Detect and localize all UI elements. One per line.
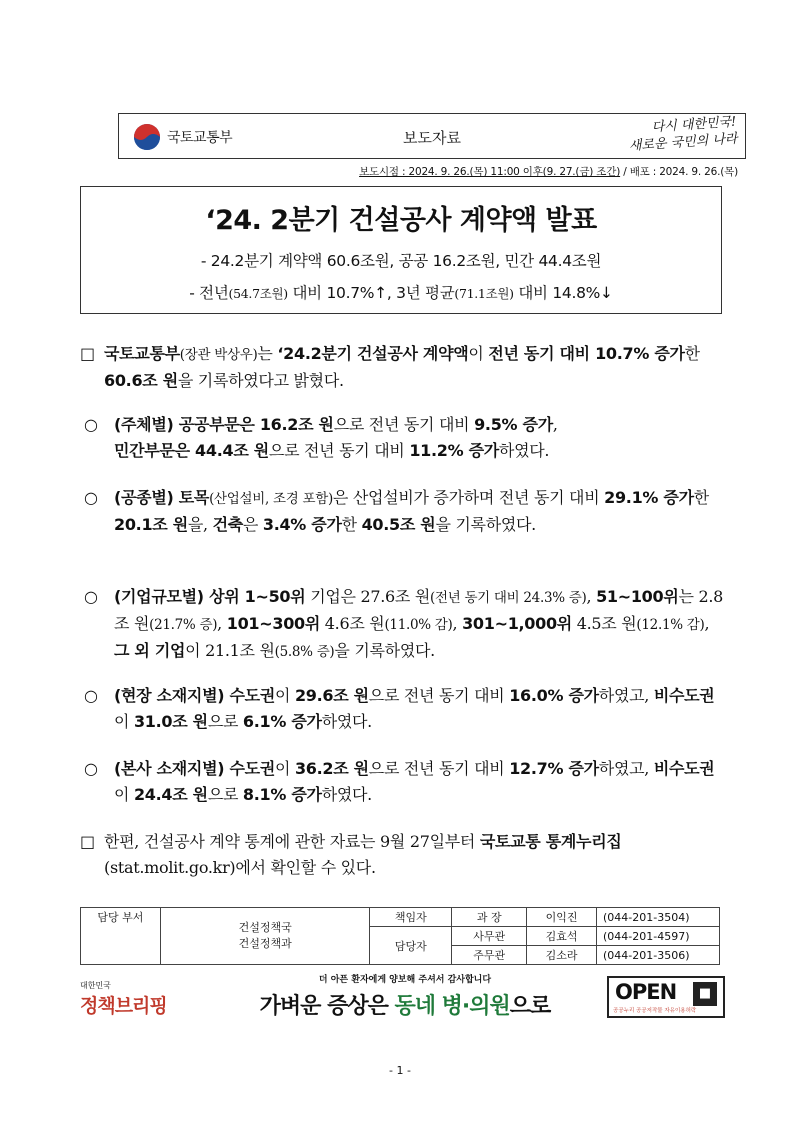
ministry-name: 국토교통부 xyxy=(167,130,233,146)
text-span: , xyxy=(586,587,597,606)
text-span: 하였다. xyxy=(498,441,550,460)
contact-name: 이익진 xyxy=(527,908,597,927)
paragraph-statistics-link xyxy=(80,829,725,881)
text-span: 을 기록하였다. xyxy=(435,515,536,534)
campaign-main-line xyxy=(220,989,590,1020)
paragraph-by-hq-location xyxy=(84,756,724,808)
text-span: 이 xyxy=(114,712,134,731)
page-number: - 1 - xyxy=(389,1064,411,1077)
table-row xyxy=(81,908,720,927)
text-span: 하였다. xyxy=(321,712,372,731)
embargo-time: 보도시점 : 2024. 9. 26.(목) 11:00 이후(9. 27.(금) 조간) xyxy=(359,166,621,178)
contact-title: 사무관 xyxy=(452,927,527,946)
paragraph-by-site-location xyxy=(84,683,724,735)
text-span: 비수도권 xyxy=(653,759,715,778)
release-info xyxy=(120,164,738,179)
contact-title: 과 장 xyxy=(452,908,527,927)
contact-table xyxy=(80,907,720,965)
text-span: (현장 소재지별) 수도권 xyxy=(114,686,275,705)
text-span: 비수도권 xyxy=(653,686,715,705)
responsible-label: 책임자 xyxy=(370,908,452,927)
circle-marker-icon: ○ xyxy=(84,686,98,705)
paragraph-text xyxy=(80,341,725,394)
text-span: 하였고, xyxy=(598,686,654,705)
paragraph-text xyxy=(84,683,724,735)
text-span: 을, xyxy=(187,515,213,534)
kogl-open-badge xyxy=(607,976,725,1018)
text-span: (전년 동기 대비 24.3% 증) xyxy=(430,590,587,606)
text-span: 101~300위 xyxy=(226,614,321,633)
campaign-top-line: 더 아픈 환자에게 양보해 주셔서 감사합니다 xyxy=(318,975,492,985)
paragraph-text xyxy=(84,584,724,665)
text-span: 기업은 27.6조 원 xyxy=(305,587,430,606)
division-name: 건설정책과 xyxy=(238,937,292,950)
paragraph-by-work-type xyxy=(84,485,724,538)
subtitle-2-part: - 전년 xyxy=(189,284,229,302)
dept-label: 담당 부서 xyxy=(81,908,161,965)
text-span: 11.2% 증가 xyxy=(409,441,499,460)
campaign-text: 으로 xyxy=(509,994,551,1019)
text-span: 29.6조 원 xyxy=(294,686,369,705)
paragraph-by-company-size xyxy=(84,584,724,665)
subtitle-2-part: 대비 10.7%↑, 3년 평균 xyxy=(287,284,455,302)
slogan-line1: 다시 대한민국! xyxy=(651,114,737,136)
text-span: 전년 동기 대비 10.7% 증가 xyxy=(488,344,685,363)
page-title: ‘24. 2분기 건설공사 계약액 발표 xyxy=(205,205,597,236)
text-span: , xyxy=(217,614,227,633)
circle-marker-icon: ○ xyxy=(84,415,98,434)
text-span: , xyxy=(552,415,558,434)
text-span: 16.0% 증가 xyxy=(509,686,599,705)
paragraph-text xyxy=(84,756,724,808)
circle-marker-icon: ○ xyxy=(84,759,98,778)
subtitle-1: - 24.2분기 계약액 60.6조원, 공공 16.2조원, 민간 44.4조원 xyxy=(200,252,602,270)
title-box xyxy=(80,186,722,314)
text-span: 으로 xyxy=(207,785,243,804)
text-span: ‘24.2분기 건설공사 계약액 xyxy=(277,344,469,363)
text-span: 이 xyxy=(114,785,134,804)
text-span: 건축 xyxy=(212,515,243,534)
text-span: 31.0조 원 xyxy=(133,712,208,731)
brand-big: 정책브리핑 xyxy=(80,995,167,1017)
text-span: 40.5조 원 xyxy=(361,515,436,534)
text-span: 으로 xyxy=(207,712,243,731)
text-span: 민간부문은 44.4조 원 xyxy=(114,441,269,460)
distribution-date: / 배포 : 2024. 9. 26.(목) xyxy=(620,166,738,178)
text-span: 301~1,000위 xyxy=(462,614,572,633)
statistics-site-url[interactable]: (stat.molit.go.kr)에서 확인할 수 있다. xyxy=(104,858,376,877)
text-span: 29.1% 증가 xyxy=(604,488,694,507)
text-span: 51~100위 xyxy=(596,587,679,606)
text-span: 4.5조 원 xyxy=(571,614,637,633)
policy-briefing-logo xyxy=(80,980,167,1018)
text-span: 이 xyxy=(468,344,489,363)
text-span: 하였다. xyxy=(321,785,372,804)
text-span: 8.1% 증가 xyxy=(242,785,322,804)
paragraph-text xyxy=(84,485,724,538)
campaign-highlight: 동네 병·의원 xyxy=(394,994,510,1019)
text-span: (기업규모별) 상위 1~50위 xyxy=(114,587,306,606)
text-span: 으로 전년 동기 대비 xyxy=(368,686,510,705)
text-span: 으로 전년 동기 대비 xyxy=(368,759,510,778)
text-span: 이 xyxy=(274,759,295,778)
subtitle-2-part: (54.7조원) xyxy=(228,286,288,301)
slogan-line2: 새로운 국민의 나라 xyxy=(628,131,738,155)
contact-name: 김효석 xyxy=(527,927,597,946)
paragraph-by-entity xyxy=(84,412,724,464)
text-span: 4.6조 원 xyxy=(320,614,385,633)
attribution-icon: ■ xyxy=(693,982,717,1006)
open-label: OPEN xyxy=(615,980,677,1004)
text-span: 3.4% 증가 xyxy=(262,515,342,534)
text-span: (본사 소재지별) 수도권 xyxy=(114,759,275,778)
text-span: 60.6조 원 xyxy=(104,371,178,390)
paragraph-summary xyxy=(80,341,725,394)
footer-banner xyxy=(80,972,725,1022)
text-span: 는 xyxy=(257,344,278,363)
text-span: (공종별) 토목 xyxy=(114,488,210,507)
contact-title: 주무관 xyxy=(452,946,527,965)
text-span: 이 xyxy=(274,686,295,705)
text-span: 그 외 기업 xyxy=(114,641,186,660)
paragraph-text xyxy=(84,412,724,464)
paragraph-text xyxy=(80,829,725,881)
text-span: (21.7% 증) xyxy=(149,617,218,633)
text-span: 36.2조 원 xyxy=(294,759,369,778)
open-caption: 공공누리 공공저작물 자유이용허락 xyxy=(613,1008,697,1014)
subtitle-2-part: 대비 14.8%↓ xyxy=(513,284,613,302)
text-span: , xyxy=(704,614,710,633)
press-header xyxy=(118,113,746,159)
doc-type: 보도자료 xyxy=(403,129,461,147)
text-span: 은 산업설비가 증가하며 전년 동기 대비 xyxy=(332,488,605,507)
text-span: 을 기록하였다고 밝혔다. xyxy=(177,371,344,390)
text-span: 한 xyxy=(341,515,362,534)
text-span: 한 xyxy=(693,488,709,507)
subtitle-2 xyxy=(81,281,721,303)
contact-name: 김소라 xyxy=(527,946,597,965)
text-span: 을 기록하였다. xyxy=(334,641,435,660)
text-span: , xyxy=(452,614,463,633)
campaign-ad xyxy=(220,972,590,1020)
square-marker-icon: □ xyxy=(80,344,95,363)
square-marker-icon: □ xyxy=(80,832,95,851)
text-span: 20.1조 원 xyxy=(114,515,188,534)
dept-cell xyxy=(160,908,370,965)
bureau-name: 건설정책국 xyxy=(238,921,292,934)
text-span: (산업설비, 조경 포함) xyxy=(209,491,333,507)
text-span: (12.1% 감) xyxy=(636,617,705,633)
text-span: 한편, 건설공사 계약 통계에 관한 자료는 9월 27일부터 xyxy=(104,832,480,851)
text-span: (주체별) 공공부문은 16.2조 원 xyxy=(114,415,334,434)
text-span: 하였고, xyxy=(598,759,654,778)
contact-phone: (044-201-4597) xyxy=(597,927,720,946)
staff-label: 담당자 xyxy=(370,927,452,965)
text-span: 으로 전년 동기 대비 xyxy=(268,441,410,460)
text-span: (5.8% 증) xyxy=(274,644,335,660)
campaign-text: 가벼운 증상은 xyxy=(259,994,395,1019)
contact-phone: (044-201-3504) xyxy=(597,908,720,927)
text-span: 한 xyxy=(684,344,700,363)
brand-small: 대한민국 xyxy=(80,981,111,990)
circle-marker-icon: ○ xyxy=(84,488,98,507)
text-span: (장관 박상우) xyxy=(179,347,258,363)
text-span: 24.4조 원 xyxy=(133,785,208,804)
subtitle-2-part: (71.1조원) xyxy=(454,286,514,301)
text-span: 은 xyxy=(242,515,263,534)
text-span: 6.1% 증가 xyxy=(242,712,322,731)
text-span: 으로 전년 동기 대비 xyxy=(333,415,475,434)
text-span: 국토교통부 xyxy=(104,344,180,363)
text-span: (11.0% 감) xyxy=(384,617,453,633)
text-span: 12.7% 증가 xyxy=(509,759,599,778)
slogan xyxy=(606,114,738,157)
circle-marker-icon: ○ xyxy=(84,587,98,606)
contact-phone: (044-201-3506) xyxy=(597,946,720,965)
text-span: 9.5% 증가 xyxy=(474,415,553,434)
text-span: 는 2.8조 원 xyxy=(114,587,723,633)
statistics-site-name: 국토교통 통계누리집 xyxy=(479,832,622,851)
text-span: 이 21.1조 원 xyxy=(185,641,275,660)
